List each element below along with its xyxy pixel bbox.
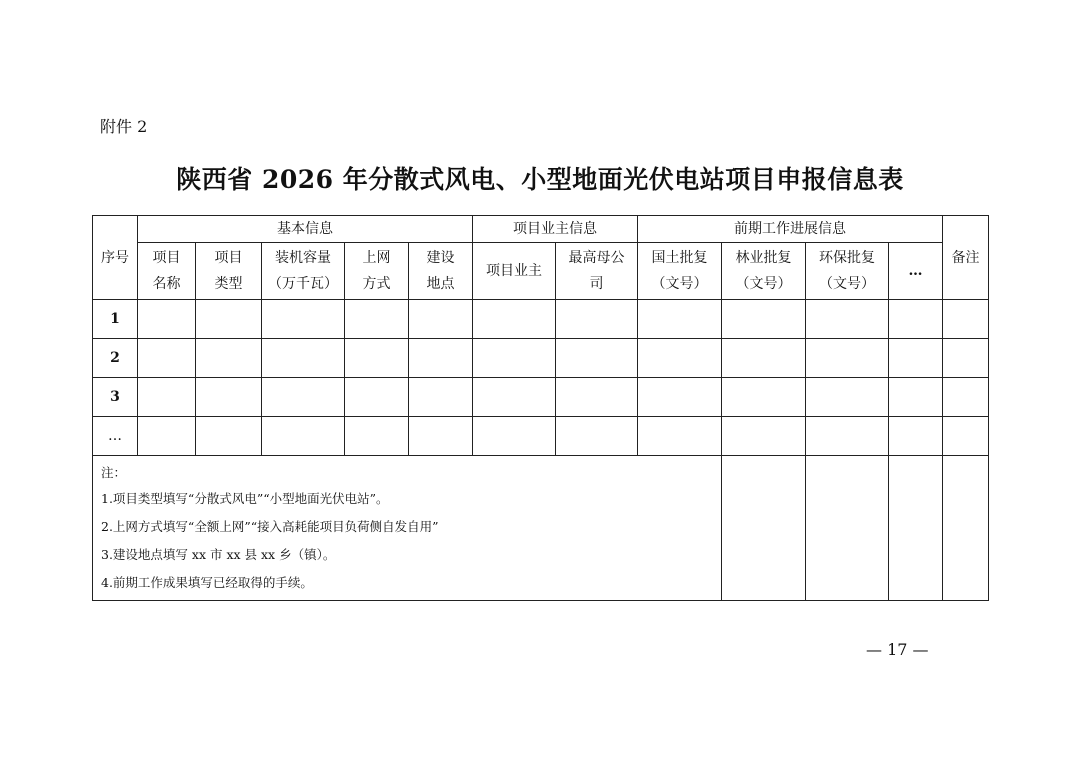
header-group-progress: 前期工作进展信息 bbox=[638, 216, 943, 243]
notes-row bbox=[93, 456, 989, 601]
table-cell[interactable] bbox=[196, 300, 262, 339]
table-cell[interactable] bbox=[262, 300, 345, 339]
header-more: … bbox=[889, 243, 943, 300]
header-group-basic: 基本信息 bbox=[138, 216, 473, 243]
table-cell[interactable] bbox=[556, 378, 638, 417]
table-cell[interactable] bbox=[196, 339, 262, 378]
table-cell[interactable] bbox=[262, 339, 345, 378]
row-index: … bbox=[93, 417, 138, 456]
header-project-name: 项目 名称 bbox=[138, 243, 196, 300]
table-cell[interactable] bbox=[638, 300, 722, 339]
table-cell[interactable] bbox=[806, 456, 889, 601]
table-cell[interactable] bbox=[138, 378, 196, 417]
header-forestry-approval: 林业批复 （文号） bbox=[722, 243, 806, 300]
table-cell[interactable] bbox=[409, 417, 473, 456]
table-cell[interactable] bbox=[345, 378, 409, 417]
table-cell[interactable] bbox=[722, 300, 806, 339]
table-cell[interactable] bbox=[345, 300, 409, 339]
table-cell[interactable] bbox=[473, 339, 556, 378]
notes-block bbox=[93, 456, 722, 601]
table-cell[interactable] bbox=[473, 300, 556, 339]
table-cell[interactable] bbox=[722, 456, 806, 601]
table-cell[interactable] bbox=[943, 300, 989, 339]
table-cell[interactable] bbox=[262, 378, 345, 417]
table-cell[interactable] bbox=[722, 417, 806, 456]
table-cell[interactable] bbox=[638, 417, 722, 456]
header-parent-company: 最高母公 司 bbox=[556, 243, 638, 300]
table-cell[interactable] bbox=[409, 378, 473, 417]
application-info-table bbox=[92, 215, 989, 601]
table-cell[interactable] bbox=[138, 339, 196, 378]
table-cell[interactable] bbox=[138, 417, 196, 456]
table-cell[interactable] bbox=[556, 417, 638, 456]
header-project-type: 项目 类型 bbox=[196, 243, 262, 300]
table-cell[interactable] bbox=[638, 378, 722, 417]
table-cell[interactable] bbox=[943, 456, 989, 601]
note-heading: 注： bbox=[101, 464, 127, 480]
table-cell[interactable] bbox=[409, 300, 473, 339]
table-cell[interactable] bbox=[262, 417, 345, 456]
note-line: 4.前期工作成果填写已经取得的手续。 bbox=[101, 574, 313, 590]
header-remarks: 备注 bbox=[943, 216, 989, 300]
page-number: — 17 — bbox=[866, 640, 929, 659]
table-cell[interactable] bbox=[556, 300, 638, 339]
table-cell[interactable] bbox=[889, 300, 943, 339]
table-cell[interactable] bbox=[473, 378, 556, 417]
note-line: 3.建设地点填写 xx 市 xx 县 xx 乡（镇）。 bbox=[101, 546, 336, 562]
row-index: 3 bbox=[93, 378, 138, 417]
page-title: 陕西省 2026 年分散式风电、小型地面光伏电站项目申报信息表 bbox=[176, 165, 904, 194]
header-seq: 序号 bbox=[93, 216, 138, 300]
header-grid-mode: 上网 方式 bbox=[345, 243, 409, 300]
row-index: 2 bbox=[93, 339, 138, 378]
header-location: 建设 地点 bbox=[409, 243, 473, 300]
table-cell[interactable] bbox=[943, 417, 989, 456]
table-cell[interactable] bbox=[889, 378, 943, 417]
table-cell[interactable] bbox=[345, 339, 409, 378]
table-cell[interactable] bbox=[806, 339, 889, 378]
table-cell[interactable] bbox=[722, 378, 806, 417]
table-cell[interactable] bbox=[943, 378, 989, 417]
table-cell[interactable] bbox=[138, 300, 196, 339]
table-row bbox=[93, 378, 989, 417]
table-cell[interactable] bbox=[345, 417, 409, 456]
table-cell[interactable] bbox=[196, 378, 262, 417]
table-cell[interactable] bbox=[196, 417, 262, 456]
table-row bbox=[93, 339, 989, 378]
table-cell[interactable] bbox=[889, 339, 943, 378]
table-cell[interactable] bbox=[722, 339, 806, 378]
table-cell[interactable] bbox=[409, 339, 473, 378]
note-line: 1.项目类型填写“分散式风电”“小型地面光伏电站”。 bbox=[101, 490, 389, 506]
table-cell[interactable] bbox=[806, 378, 889, 417]
header-capacity: 装机容量 （万千瓦） bbox=[262, 243, 345, 300]
header-env-approval: 环保批复 （文号） bbox=[806, 243, 889, 300]
table-cell[interactable] bbox=[889, 456, 943, 601]
header-owner: 项目业主 bbox=[473, 243, 556, 300]
note-line: 2.上网方式填写“全额上网”“接入高耗能项目负荷侧自发自用” bbox=[101, 518, 439, 534]
table-row bbox=[93, 300, 989, 339]
table-cell[interactable] bbox=[638, 339, 722, 378]
table-cell[interactable] bbox=[806, 417, 889, 456]
table-cell[interactable] bbox=[943, 339, 989, 378]
attachment-label: 附件 2 bbox=[100, 117, 148, 136]
header-group-owner: 项目业主信息 bbox=[473, 216, 638, 243]
table-cell[interactable] bbox=[556, 339, 638, 378]
table-cell[interactable] bbox=[806, 300, 889, 339]
row-index: 1 bbox=[93, 300, 138, 339]
table-cell[interactable] bbox=[473, 417, 556, 456]
table-row bbox=[93, 417, 989, 456]
table-cell[interactable] bbox=[889, 417, 943, 456]
header-land-approval: 国土批复 （文号） bbox=[638, 243, 722, 300]
